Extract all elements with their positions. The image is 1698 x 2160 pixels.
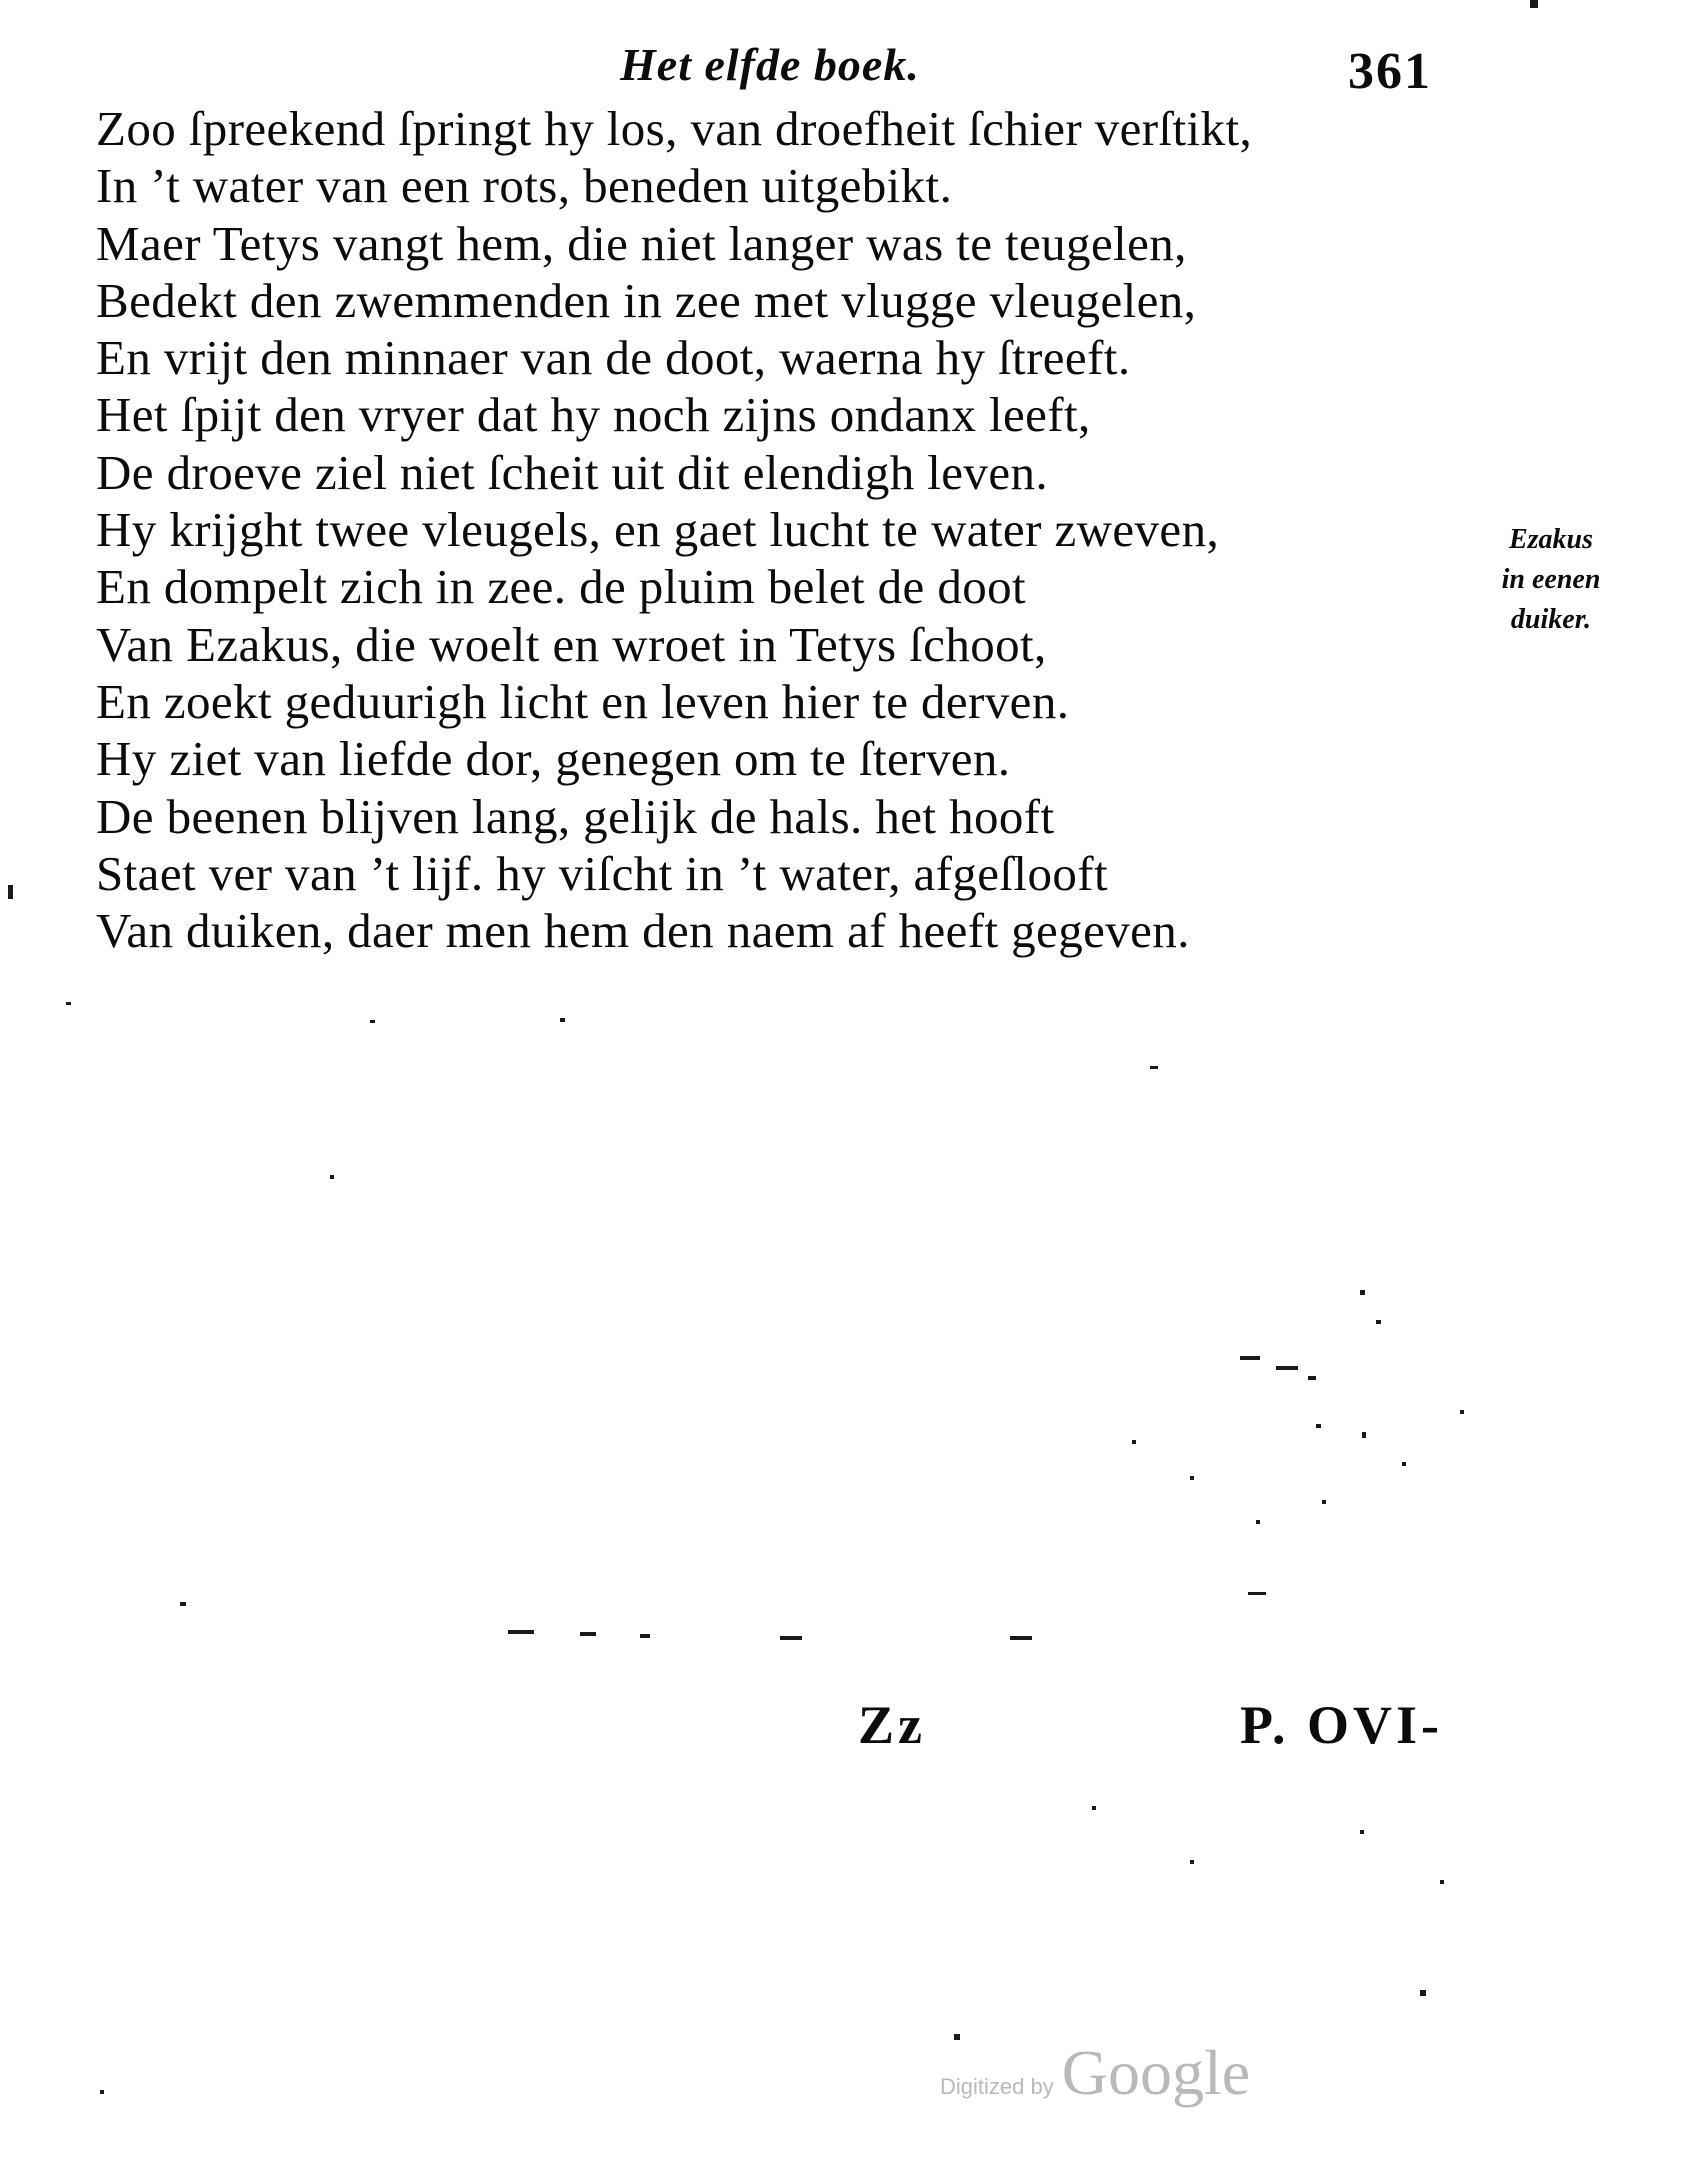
- verse-line: En vrijt den minnaer van de doot, waerna hy ſtreeft.: [96, 330, 1131, 386]
- verse-line: De droeve ziel niet ſcheit uit dit elendigh leven.: [96, 444, 1049, 500]
- verse-line: Staet ver van ’t lijf. hy viſcht in ’t water, afgeſlooft: [96, 845, 1108, 901]
- watermark-prefix: Digitized by: [940, 2074, 1054, 2099]
- running-head: Het elfde boek.: [620, 39, 920, 90]
- verse-line: Van duiken, daer men hem den naem af heeft gegeven.: [96, 903, 1190, 959]
- verse-line: Bedekt den zwemmenden in zee met vlugge vleugelen,: [96, 272, 1197, 328]
- verse-line: En dompelt zich in zee. de pluim belet de doot: [96, 559, 1027, 615]
- page-number: 361: [1348, 43, 1432, 100]
- verse-line: En zoekt geduurigh licht en leven hier te derven.: [96, 673, 1070, 729]
- margin-note-line: in eenen: [1501, 564, 1601, 595]
- signature-mark: Zz: [858, 1695, 926, 1755]
- verse-line: Zoo ſpreekend ſpringt hy los, van droefheit ſchier verſtikt,: [96, 101, 1253, 156]
- verse-line: In ’t water van een rots, beneden uitgebikt.: [96, 158, 953, 214]
- google-wordmark: Google: [1061, 2037, 1251, 2108]
- verse-line: Hy ziet van liefde dor, genegen om te ſterven.: [96, 731, 1011, 787]
- margin-note-line: duiker.: [1510, 604, 1592, 635]
- verse-line: Het ſpijt den vryer dat hy noch zijns ondanx leeft,: [96, 387, 1091, 443]
- verse-line: De beenen blijven lang, gelijk de hals. het hooft: [96, 788, 1055, 844]
- verse-line: Van Ezakus, die woelt en wroet in Tetys ſchoot,: [96, 616, 1047, 672]
- digitization-watermark: [940, 2036, 1250, 2110]
- verse-line: Hy krijght twee vleugels, en gaet lucht te water zweven,: [96, 502, 1220, 558]
- catchword: P. OVI-: [1240, 1695, 1444, 1755]
- verse-line: Maer Tetys vangt hem, die niet langer was te teugelen,: [96, 215, 1187, 271]
- margin-note-line: Ezakus: [1508, 524, 1594, 555]
